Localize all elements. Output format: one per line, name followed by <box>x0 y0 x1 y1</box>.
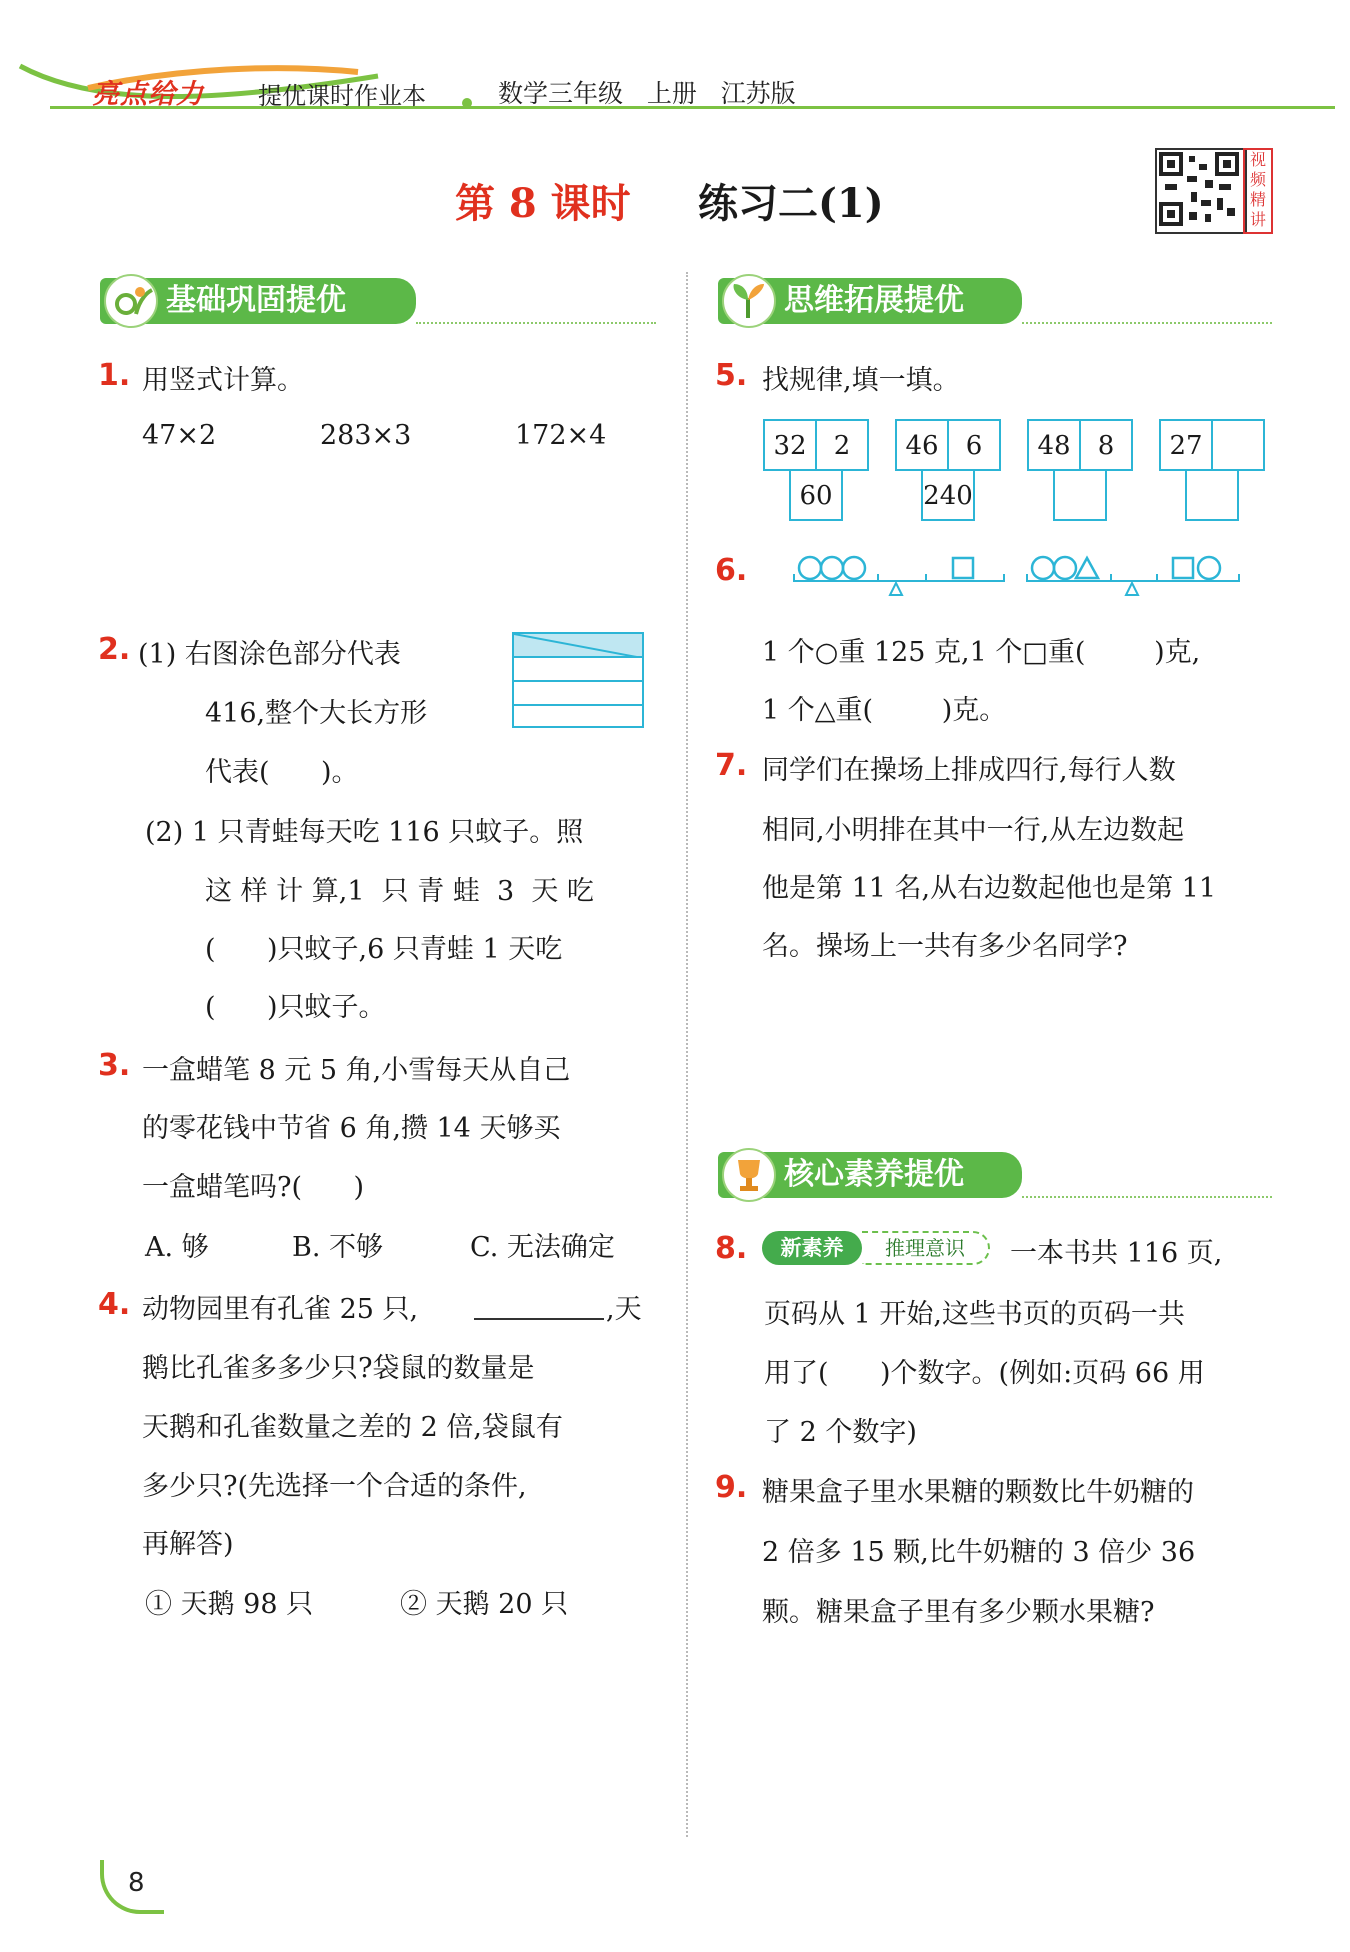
q5-text: 找规律,填一填。 <box>762 365 960 396</box>
section-rule <box>1022 1196 1272 1198</box>
q8-line: 用了( )个数字。(例如:页码 66 用 <box>764 1358 1205 1389</box>
q4-choice: ① 天鹅 98 只 <box>145 1589 314 1620</box>
q9-line: 2 倍多 15 颗,比牛奶糖的 3 倍少 36 <box>762 1537 1196 1568</box>
q4-choice: ② 天鹅 20 只 <box>400 1589 569 1620</box>
q7-line: 他是第 11 名,从右边数起他也是第 11 <box>762 873 1217 904</box>
q7-line: 同学们在操场上排成四行,每行人数 <box>762 755 1176 786</box>
q1-item: 47×2 <box>142 420 217 451</box>
q2-line: ( )只蚊子,6 只青蛙 1 天吃 <box>205 934 563 965</box>
pattern-answer-box[interactable] <box>1185 469 1239 521</box>
q1-item: 283×3 <box>320 420 412 451</box>
lesson-title: 练习二(1) <box>698 180 884 227</box>
section-core-banner <box>718 1152 1022 1198</box>
q2-line: 代表( )。 <box>205 757 359 788</box>
q9-line: 糖果盒子里水果糖的颗数比牛奶糖的 <box>762 1477 1194 1508</box>
series-name: 提优课时作业本 <box>258 82 426 110</box>
q2-line: ( )只蚊子。 <box>205 992 386 1023</box>
book-info: 数学三年级 上册 江苏版 <box>498 79 796 108</box>
section-core-title: 核心素养提优 <box>784 1157 964 1192</box>
pattern-result-box: 60 <box>789 469 843 521</box>
section-rule <box>1022 322 1272 324</box>
q9-number: 9. <box>715 1470 748 1505</box>
trophy-icon <box>722 1148 776 1202</box>
pattern-result-box: 240 <box>921 469 975 521</box>
balance-scale-1 <box>790 550 1010 606</box>
section-basic-title: 基础巩固提优 <box>166 283 346 318</box>
q6-line: 1 个△重( )克。 <box>762 695 1007 726</box>
video-lecture-tag: 视频精讲 <box>1243 148 1273 234</box>
q2-line: 这 样 计 算,1 只 青 蛙 3 天 吃 <box>205 876 594 907</box>
q3-option: A. 够 <box>145 1232 209 1263</box>
q7-line: 相同,小明排在其中一行,从左边数起 <box>762 815 1185 846</box>
section-basic-banner <box>100 278 416 324</box>
brand-logo: 亮点给力 <box>92 79 204 110</box>
q6-number: 6. <box>715 553 748 588</box>
q3-line: 一盒蜡笔吗?( ) <box>142 1172 365 1203</box>
diagonal-line <box>514 634 642 658</box>
q4-line: 多少只?(先选择一个合适的条件, <box>142 1471 527 1502</box>
qr-code-icon[interactable] <box>1155 148 1247 234</box>
q2-line: 416,整个大长方形 <box>205 698 428 729</box>
q9-line: 颗。糖果盒子里有多少颗水果糖? <box>762 1597 1155 1628</box>
q3-option: B. 不够 <box>292 1232 384 1263</box>
q8-line: 一本书共 116 页, <box>1010 1238 1223 1269</box>
q2-number: 2. <box>98 632 131 667</box>
balance-scale-2 <box>1025 550 1247 606</box>
section-thinking-banner <box>718 278 1022 324</box>
column-divider <box>686 272 688 1837</box>
q3-line: 一盒蜡笔 8 元 5 角,小雪每天从自己 <box>142 1055 571 1086</box>
q3-option: C. 无法确定 <box>470 1232 615 1263</box>
q1-text: 用竖式计算。 <box>142 365 304 396</box>
q8-line: 了 2 个数字) <box>764 1417 917 1448</box>
q8-line: 页码从 1 开始,这些书页的页码一共 <box>764 1299 1185 1330</box>
pattern-answer-box[interactable] <box>1053 469 1107 521</box>
pattern-box: 8 <box>1079 419 1133 471</box>
q4-fill-blank[interactable] <box>474 1318 604 1320</box>
sprout-icon <box>722 274 776 328</box>
q4-line: 再解答) <box>142 1529 234 1560</box>
q8-number: 8. <box>715 1231 748 1266</box>
q4-line: 鹅比孔雀多多少只?袋鼠的数量是 <box>142 1353 535 1384</box>
lesson-number: 第 8 课时 <box>455 180 631 227</box>
q3-number: 3. <box>98 1048 131 1083</box>
q4-line: ,天 <box>606 1294 642 1325</box>
pattern-box: 32 <box>763 419 817 471</box>
q7-line: 名。操场上一共有多少名同学? <box>762 931 1128 962</box>
q1-number: 1. <box>98 358 131 393</box>
page-number: 8 <box>128 1868 145 1898</box>
rectangle-figure <box>512 632 644 728</box>
q7-number: 7. <box>715 748 748 783</box>
pattern-box: 6 <box>947 419 1001 471</box>
pattern-box: 2 <box>815 419 869 471</box>
new-literacy-badge: 新素养 <box>762 1231 862 1265</box>
rect-stripe <box>514 658 642 682</box>
section-thinking-title: 思维拓展提优 <box>784 283 964 318</box>
q4-number: 4. <box>98 1287 131 1322</box>
pattern-box: 46 <box>895 419 949 471</box>
reasoning-tag: 推理意识 <box>862 1231 990 1265</box>
pattern-answer-box[interactable] <box>1211 419 1265 471</box>
q6-line: 1 个○重 125 克,1 个□重( )克, <box>762 637 1201 668</box>
q2-line: (1) 右图涂色部分代表 <box>138 639 401 670</box>
section-rule <box>416 322 656 324</box>
q4-line: 动物园里有孔雀 25 只, <box>142 1294 419 1325</box>
q1-item: 172×4 <box>515 420 607 451</box>
q3-line: 的零花钱中节省 6 角,攒 14 天够买 <box>142 1113 561 1144</box>
header-dot <box>462 98 472 108</box>
q5-number: 5. <box>715 358 748 393</box>
q4-line: 天鹅和孔雀数量之差的 2 倍,袋鼠有 <box>142 1412 563 1443</box>
gear-plant-icon <box>104 274 158 328</box>
rect-stripe <box>514 682 642 706</box>
pattern-box: 27 <box>1159 419 1213 471</box>
q2-line: (2) 1 只青蛙每天吃 116 只蚊子。照 <box>145 817 584 848</box>
pattern-box: 48 <box>1027 419 1081 471</box>
